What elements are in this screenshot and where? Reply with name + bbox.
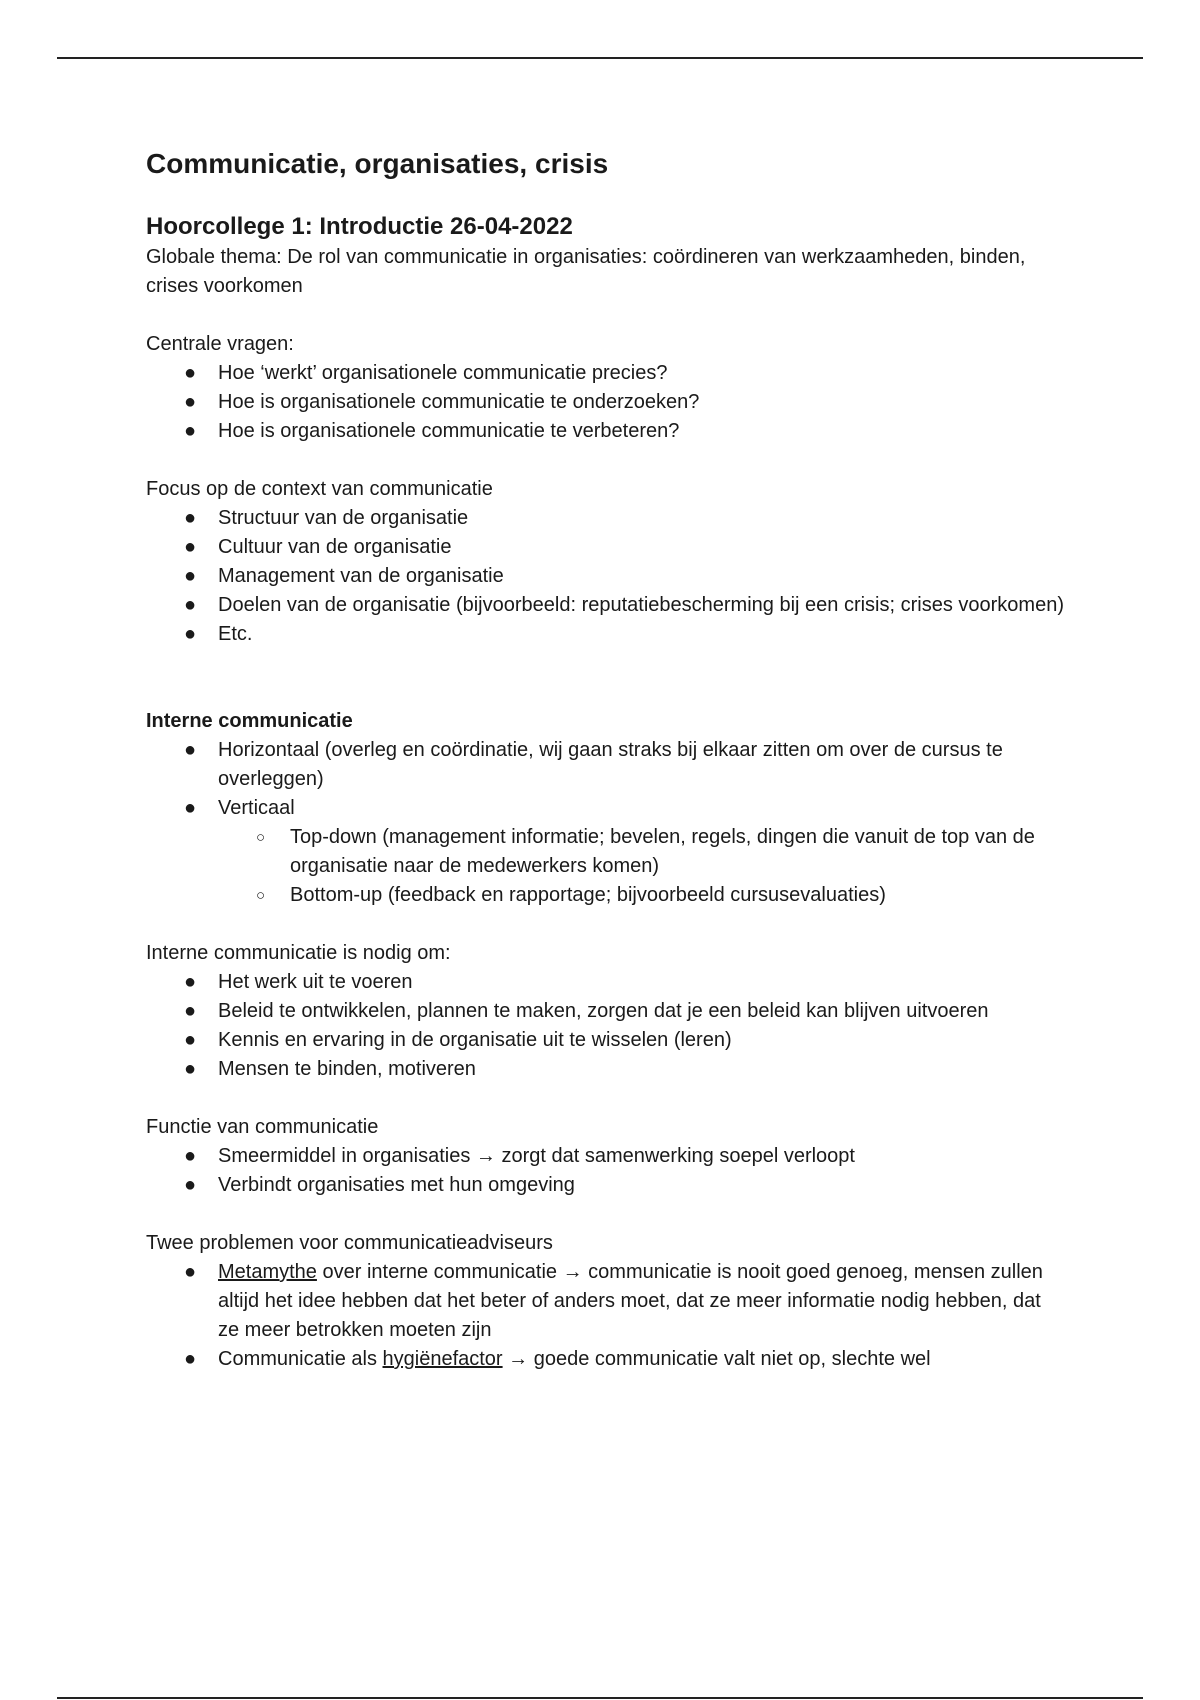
vertical-sublist xyxy=(218,823,1066,910)
list-item: ● Het werk uit te voeren xyxy=(146,968,1066,997)
bullet-icon: ● xyxy=(184,1348,197,1370)
metamythe-term: Metamythe xyxy=(218,1261,317,1283)
list-item: ● Etc. xyxy=(146,620,1066,649)
bullet-icon: ● xyxy=(184,1029,197,1051)
bullet-icon: ● xyxy=(184,391,197,413)
list-item: ● Hoe is organisationele communicatie te verbeteren? xyxy=(146,417,1066,446)
focus-label: Focus op de context van communicatie xyxy=(146,478,493,500)
bullet-icon: ● xyxy=(184,971,197,993)
bullet-icon: ● xyxy=(184,594,197,616)
list-item: ● Communicatie als hygiënefactor → goede communicatie valt niet op, slechte wel xyxy=(146,1345,1066,1374)
list-item: ● Verticaal ○ Top-down (management informatie; bevelen, regels, dingen die vanuit de top van de organisatie naar de medewerkers komen) ○ Bottom-up (feedback en rapportage; bijvoorbeeld cursusevaluaties) xyxy=(146,794,1066,910)
focus-list xyxy=(146,504,1066,649)
bullet-icon: ● xyxy=(184,1000,197,1022)
sub-list-item: ○ Bottom-up (feedback en rapportage; bijvoorbeeld cursusevaluaties) xyxy=(218,881,1066,910)
central-questions-list xyxy=(146,359,1066,446)
theme-paragraph: Globale thema: De rol van communicatie in organisaties: coördineren van werkzaamheden, binden, crises voorkomen xyxy=(146,246,1026,297)
document-body xyxy=(146,144,1066,1374)
bullet-icon: ● xyxy=(184,739,197,761)
list-item: ● Hoe ‘werkt’ organisationele communicatie precies? xyxy=(146,359,1066,388)
problems-list xyxy=(146,1258,1066,1374)
list-item: ● Doelen van de organisatie (bijvoorbeeld: reputatiebescherming bij een crisis; crises voorkomen) xyxy=(146,591,1066,620)
central-questions-label: Centrale vragen: xyxy=(146,333,294,355)
bullet-icon: ● xyxy=(184,362,197,384)
sub-list-item: ○ Top-down (management informatie; bevelen, regels, dingen die vanuit de top van de organisatie naar de medewerkers komen) xyxy=(218,823,1066,881)
list-item: ● Structuur van de organisatie xyxy=(146,504,1066,533)
list-item: ● Verbindt organisaties met hun omgeving xyxy=(146,1171,1066,1200)
bullet-icon: ● xyxy=(184,420,197,442)
bullet-icon: ● xyxy=(184,565,197,587)
list-item: ● Metamythe over interne communicatie → communicatie is nooit goed genoeg, mensen zullen altijd het idee hebben dat het beter of anders moet, dat ze meer informatie nodig hebben, dat ze meer betrokken moeten zijn xyxy=(146,1258,1066,1345)
bullet-icon: ● xyxy=(184,623,197,645)
circle-bullet-icon: ○ xyxy=(256,887,266,904)
bullet-icon: ● xyxy=(184,1058,197,1080)
list-item: ● Hoe is organisationele communicatie te onderzoeken? xyxy=(146,388,1066,417)
function-label: Functie van communicatie xyxy=(146,1116,379,1138)
lecture-heading: Hoorcollege 1: Introductie 26-04-2022 xyxy=(146,213,573,240)
bullet-icon: ● xyxy=(184,1145,197,1167)
internal-heading: Interne communicatie xyxy=(146,710,353,732)
problems-label: Twee problemen voor communicatieadviseurs xyxy=(146,1232,553,1254)
list-item: ● Cultuur van de organisatie xyxy=(146,533,1066,562)
list-item: ● Management van de organisatie xyxy=(146,562,1066,591)
top-rule xyxy=(57,57,1143,59)
list-item: ● Horizontaal (overleg en coördinatie, wij gaan straks bij elkaar zitten om over de cursus te overleggen) xyxy=(146,736,1066,794)
list-item: ● Mensen te binden, motiveren xyxy=(146,1055,1066,1084)
bullet-icon: ● xyxy=(184,797,197,819)
list-item: ● Beleid te ontwikkelen, plannen te maken, zorgen dat je een beleid kan blijven uitvoeren xyxy=(146,997,1066,1026)
hygienefactor-term: hygiënefactor xyxy=(382,1348,503,1370)
document-title: Communicatie, organisaties, crisis xyxy=(146,148,609,179)
bullet-icon: ● xyxy=(184,1261,197,1283)
bullet-icon: ● xyxy=(184,536,197,558)
list-item: ● Kennis en ervaring in de organisatie uit te wisselen (leren) xyxy=(146,1026,1066,1055)
bullet-icon: ● xyxy=(184,1174,197,1196)
list-item: ● Smeermiddel in organisaties → zorgt dat samenwerking soepel verloopt xyxy=(146,1142,1066,1171)
needed-label: Interne communicatie is nodig om: xyxy=(146,942,451,964)
bottom-rule xyxy=(57,1697,1143,1699)
internal-list xyxy=(146,736,1066,910)
needed-list xyxy=(146,968,1066,1084)
function-list xyxy=(146,1142,1066,1200)
circle-bullet-icon: ○ xyxy=(256,829,266,846)
bullet-icon: ● xyxy=(184,507,197,529)
